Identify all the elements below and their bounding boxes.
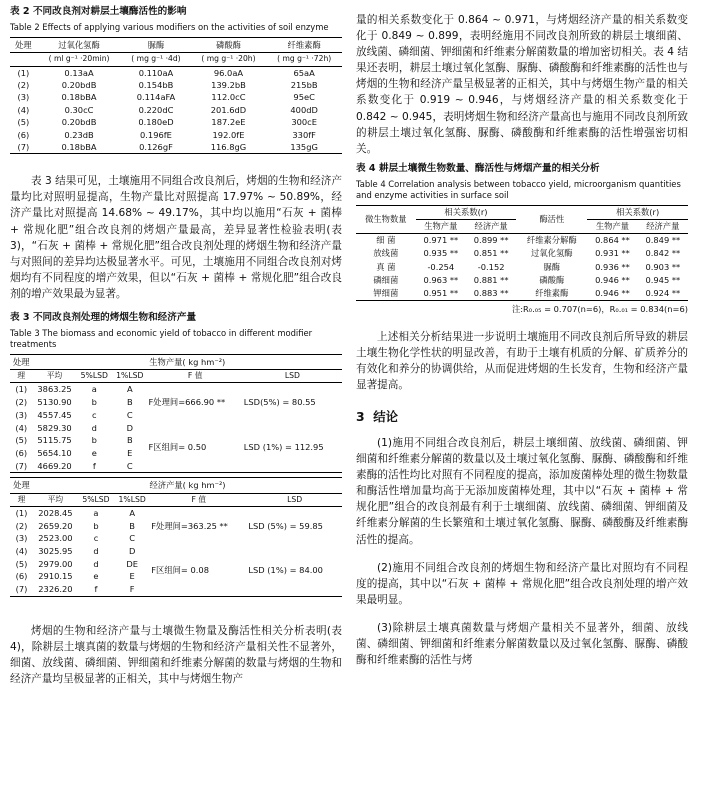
cell: -0.254 — [427, 261, 455, 272]
cell: 0.23dB — [64, 129, 94, 140]
cell: 0.849 ** — [645, 235, 681, 246]
cell: 0.126gF — [139, 141, 173, 152]
th-cellulase: 纤维素酶 — [287, 39, 321, 50]
th-treatment: 处理 — [12, 356, 30, 367]
cell: 300cE — [291, 117, 317, 128]
cell: 磷酸酶 — [539, 274, 565, 285]
cell: (3) — [15, 409, 28, 420]
cell: 细 菌 — [376, 235, 396, 246]
cell: 330fF — [292, 129, 316, 140]
cell: (6) — [15, 447, 28, 458]
th-treatment: 处理 — [15, 39, 32, 50]
cell: C — [129, 533, 136, 544]
cell: C — [126, 460, 133, 471]
cell: f — [94, 584, 98, 595]
cell: (1) — [15, 384, 28, 395]
cell: 95eC — [293, 92, 315, 103]
table4-caption-en: Table 4 Correlation analysis between tobacco yield, microorganism quantities and enzyme activities in surface soil — [356, 178, 681, 200]
cell: (5) — [15, 435, 28, 446]
cell: 2979.00 — [38, 558, 73, 569]
cell: (5) — [17, 117, 30, 128]
th-enzyme-activity: 酶活性 — [539, 214, 565, 225]
cell: 2910.15 — [38, 571, 73, 582]
cell: d — [93, 546, 99, 556]
table-soil-enzyme-activities — [10, 37, 342, 154]
cell: 0.903 ** — [645, 261, 681, 272]
cell: a — [93, 507, 99, 518]
td-unit-treatment — [10, 53, 37, 66]
cell: 135gG — [290, 141, 318, 152]
cell: D — [128, 546, 136, 556]
table-row — [10, 506, 342, 519]
cell: 2326.20 — [38, 584, 73, 595]
cell-lsd-1: LSD(5%) = 80.55 — [243, 397, 316, 408]
th-economic-group: 经济产量( kg hm⁻²) — [149, 480, 226, 491]
cell: f — [92, 460, 96, 471]
cell: D — [126, 422, 133, 433]
cell: 脲酶 — [543, 261, 561, 272]
th-bio-1: 生物产量 — [424, 221, 458, 232]
cell: a — [91, 384, 97, 395]
cell: 5829.30 — [37, 422, 72, 433]
cell-f-value-1: F处理间=363.25 ** — [151, 520, 228, 531]
cell: 0.945 ** — [645, 274, 681, 285]
cell: 0.946 ** — [595, 287, 630, 298]
th-lsd: LSD — [284, 371, 300, 381]
cell: A — [126, 384, 133, 395]
th-lsd1: 1%LSD — [118, 494, 146, 504]
table2-caption-en: Table 2 Effects of applying various modifiers on the activities of soil enzyme — [10, 21, 329, 32]
section-title: 结论 — [373, 408, 399, 424]
th-urease: 脲酶 — [147, 39, 165, 50]
cell: 0.936 ** — [595, 261, 630, 272]
table2-caption-cn: 表 2 不同改良剂对耕层土壤酶活性的影响 — [10, 6, 187, 17]
cell: (4) — [17, 104, 30, 115]
table-row — [10, 104, 342, 116]
cell: E — [129, 571, 135, 582]
cell: 0.971 ** — [423, 235, 459, 246]
table-row — [10, 370, 342, 383]
cell: 4557.45 — [37, 409, 72, 420]
cell: (2) — [15, 520, 28, 531]
th-bio-2: 生物产量 — [595, 221, 630, 232]
paragraph-correlation-intro: 烤烟的生物和经济产量与土壤微生物量及酶活性相关分析表明(表4)，除耕层土壤真菌的数量与烤烟的生物和经济产量相关性不显著外，细菌、放线菌、磷细菌、钾细菌和纤维素分解菌的数量与烤烟的生物和经济产量均呈极显著的正相关，其中与烤烟生物产 — [10, 624, 342, 686]
cell: 0.881 ** — [473, 274, 509, 285]
cell: (3) — [17, 92, 30, 103]
table-row — [10, 66, 342, 79]
cell: E — [127, 447, 133, 458]
cell: 215bB — [290, 80, 318, 91]
table-row — [356, 273, 688, 286]
table-row — [10, 53, 342, 66]
cell: B — [126, 435, 133, 446]
cell: A — [129, 507, 135, 518]
cell: C — [126, 409, 133, 420]
paragraph-yield-results: 表 3 结果可见，土壤施用不同组合改良剂后，烤烟的生物和经济产量均比对照明显提高，生物产量比对照提高 17.97% ~ 50.89%，经济产量比对照提高 14.68% ~ 49.17%，其中均以施用“石灰 + 菌棒 + 常规化肥”组合改良剂的烤烟产量最高，差异显著性检验表明(表3)，“石灰 + 菌棒 + 常规化肥”组合改良剂处理的烤烟生物和经济产量与对照间的差异均达极显著水平。可见，土壤施用不同组合改良剂对烤烟均有不同程度的增产效果，但以“石灰 + 菌棒 + 常规化肥”组合改良剂的增产效果最为显著。 — [10, 175, 342, 300]
cell: 0.931 ** — [595, 248, 630, 259]
conclusion-item-2: (2)施用不同组合改良剂的烤烟生物和经济产量比对照均有不同程度的提高，其中以“石灰 + 菌棒 + 常规化肥”组合改良剂处理的增产效果最明显。 — [356, 561, 688, 606]
cell: 0.18bBA — [61, 141, 97, 152]
cell: e — [91, 447, 97, 458]
cell: 192.0fE — [212, 129, 245, 140]
cell: 0.196fE — [140, 129, 172, 140]
cell: 0.154bB — [138, 80, 174, 91]
cell: B — [126, 397, 133, 408]
cell: 96.0aA — [213, 67, 244, 78]
cell: 4669.20 — [37, 460, 72, 471]
table4-caption-cn: 表 4 耕层土壤微生物数量、酶活性与烤烟产量的相关分析 — [356, 162, 600, 174]
cell-lsd-1: LSD (5%) = 59.85 — [248, 520, 323, 531]
table-row — [10, 354, 342, 369]
cell: c — [93, 533, 99, 544]
cell: 磷细菌 — [373, 274, 399, 285]
right-column — [356, 6, 688, 805]
td-unit-catalase: ( ml g⁻¹ ·20min) — [48, 54, 110, 64]
cell: (5) — [15, 558, 28, 569]
cell-f-value-2: F区组间= 0.50 — [148, 441, 207, 452]
cell: 钾细菌 — [373, 287, 399, 298]
table-row — [356, 247, 688, 260]
left-column — [10, 6, 342, 805]
paragraph-correlation-detail: 量的相关系数变化于 0.864 ~ 0.971，与烤烟经济产量的相关系数变化于 0.849 ~ 0.899，表明经施用不同改良剂所致的耕层土壤细菌、放线菌、磷细菌、钾细菌和纤维素分解菌数量的增加密切相关。表 4 结果还表明，耕层土壤过氧化氢酶、脲酶、磷酸酶和纤维素酶的活性也与烤烟的生物和经济产量呈极显著的正相关，其中与烤烟生物产量的相关系数变化于 0.919 ~ 0.946，与烤烟经济产量的相关系数变化于 0.842 ~ 0.945，表明烤烟生物和经济产量高也与施用不同改良剂所致的耕层土壤过氧化氢酶、脲酶、磷酸酶和纤维素酶的活性增强密切相关。 — [356, 14, 688, 155]
cell: d — [93, 558, 99, 569]
cell: 放线菌 — [373, 248, 399, 259]
cell-f-value-1: F处理间=666.90 ** — [148, 397, 226, 408]
cell: 0.899 ** — [473, 235, 509, 246]
cell-f-value-2: F区组间= 0.08 — [151, 565, 209, 576]
table-row — [356, 260, 688, 273]
cell: 0.963 ** — [423, 274, 459, 285]
td-unit-urease: ( mg g⁻¹ ·4d) — [131, 54, 181, 64]
cell: 0.114aFA — [136, 92, 176, 103]
cell: (1) — [17, 67, 30, 78]
cell: (7) — [17, 141, 30, 152]
th-lsd5: 5%LSD — [80, 371, 108, 381]
cell: (6) — [15, 571, 28, 582]
th-correlation-1: 相关系数(r) — [416, 205, 517, 219]
section-number: 3 — [356, 408, 365, 424]
table-row — [10, 478, 342, 493]
cell: 0.18bBA — [61, 92, 97, 103]
table2-wrapper — [10, 37, 342, 154]
th-correlation-2: 相关系数(r) — [587, 205, 688, 219]
table-biomass-economic-yield — [10, 354, 342, 474]
cell: 112.0cC — [211, 92, 246, 103]
cell-lsd-2: LSD (1%) = 84.00 — [248, 565, 323, 576]
table-row — [10, 116, 342, 128]
cell: (1) — [15, 507, 28, 518]
cell: (4) — [15, 422, 28, 433]
cell: 纤维素酶 — [535, 287, 569, 298]
paragraph-discussion: 上述相关分析结果进一步说明土壤施用不同改良剂后所导致的耕层土壤生物化学性状的明显改善，有助于土壤有机质的分解、矿质养分的有效化和养分的协调供给，从而促进烤烟的生长发育，生物和经济产量显著提高。 — [356, 330, 688, 391]
cell: 0.864 ** — [595, 235, 630, 246]
th-lsd1: 1%LSD — [116, 371, 144, 381]
table-row — [10, 493, 342, 506]
cell: d — [91, 422, 97, 433]
cell: 0.935 ** — [423, 248, 459, 259]
cell: 5130.90 — [37, 397, 72, 408]
cell: 0.220dC — [138, 104, 174, 115]
cell: 0.946 ** — [595, 274, 630, 285]
table4-note: 注:R₀.₀₅ = 0.707(n=6)，R₀.₀₁ = 0.834(n=6) — [511, 303, 688, 314]
table-row — [10, 91, 342, 103]
cell: 0.30cC — [64, 104, 94, 115]
cell: (7) — [15, 460, 28, 471]
table-row — [10, 545, 342, 558]
cell: 真 菌 — [376, 261, 396, 272]
cell: 5115.75 — [37, 435, 72, 446]
cell: 0.20bdB — [61, 117, 97, 128]
cell: b — [93, 520, 99, 531]
cell: 5654.10 — [37, 447, 72, 458]
cell: 187.2eE — [211, 117, 246, 128]
cell: 0.842 ** — [645, 248, 681, 259]
cell: B — [129, 520, 135, 531]
cell: 0.180eD — [138, 117, 174, 128]
th-fvalue: F 值 — [187, 371, 203, 381]
section-heading-conclusion — [356, 407, 688, 425]
cell: b — [91, 435, 97, 446]
cell: 0.110aA — [138, 67, 174, 78]
table-row — [10, 129, 342, 141]
cell: 65aA — [293, 67, 315, 78]
cell: 400dD — [290, 104, 318, 115]
cell: (4) — [15, 546, 28, 556]
table-row — [356, 286, 688, 300]
th-treatment-sub: 理 — [17, 371, 26, 381]
th-microbe-count: 微生物数量 — [365, 214, 407, 225]
th-lsd: LSD — [287, 494, 303, 504]
cell: 0.883 ** — [473, 287, 509, 298]
th-lsd5: 5%LSD — [82, 494, 110, 504]
th-phosphatase: 磷酸酶 — [216, 39, 241, 50]
table-row — [10, 383, 342, 396]
table-row — [10, 421, 342, 434]
cell: (7) — [15, 584, 28, 595]
cell: (3) — [15, 533, 28, 544]
cell: b — [91, 397, 97, 408]
th-eco-2: 经济产量 — [646, 221, 680, 232]
cell: 2659.20 — [38, 520, 73, 531]
conclusion-item-1: (1)施用不同组合改良剂后，耕层土壤细菌、放线菌、磷细菌、钾细菌和纤维素分解菌的数量以及土壤过氧化氢酶、脲酶、磷酸酶和纤维素酶的活性均比对照有不同程度的提高，添加废菌棒处理的微生物数量和酶活性增加量均高于无添加废菌棒处理，其中以“石灰 + 菌棒 + 常规化肥”组合的改良剂最有利于土壤细菌、放线菌、磷细菌、钾细菌及纤维素分解菌的生长繁殖和土壤过氧化氢酶、脲酶、磷酸酶及纤维素酶活性的提高。 — [356, 436, 688, 546]
th-eco-1: 经济产量 — [474, 221, 508, 232]
cell: 3863.25 — [37, 384, 72, 395]
cell: F — [129, 584, 135, 595]
table-row — [10, 141, 342, 154]
table-row — [10, 37, 342, 52]
td-unit-phosphatase: ( mg g⁻¹ ·20h) — [201, 54, 256, 64]
cell: 0.951 ** — [423, 287, 459, 298]
table-correlation-analysis — [356, 205, 688, 301]
table-row — [10, 79, 342, 91]
cell: 3025.95 — [38, 546, 73, 556]
cell: 2523.00 — [38, 533, 73, 544]
cell: 0.851 ** — [473, 248, 509, 259]
th-mean: 平均 — [46, 371, 63, 381]
th-treatment-sub: 理 — [17, 494, 26, 504]
td-unit-cellulase: ( mg g⁻¹ ·72h) — [277, 54, 332, 64]
table-row — [356, 233, 688, 247]
cell: (6) — [17, 129, 30, 140]
table4-wrapper — [356, 205, 688, 315]
cell: 139.2bB — [211, 80, 246, 91]
cell: 0.20bdB — [61, 80, 97, 91]
cell: -0.152 — [477, 261, 505, 272]
table3-caption-cn: 表 3 不同改良剂处理的烤烟生物和经济产量 — [10, 311, 197, 323]
cell: 116.8gG — [210, 141, 247, 152]
table3-wrapper — [10, 354, 342, 597]
th-biomass-group: 生物产量( kg hm⁻²) — [149, 356, 226, 367]
cell: 过氧化氢酶 — [531, 248, 573, 259]
th-mean: 平均 — [47, 494, 64, 504]
cell: (2) — [17, 80, 30, 91]
cell: e — [93, 571, 99, 582]
cell: 0.924 ** — [645, 287, 681, 298]
cell: 201.6dD — [210, 104, 247, 115]
th-fvalue: F 值 — [191, 494, 207, 504]
conclusion-item-3: (3)除耕层土壤真菌数量与烤烟产量相关不显著外，细菌、放线菌、磷细菌、钾细菌和纤维素分解菌数量以及过氧化氢酶、脲酶、磷酸酶和纤维素酶的活性与烤 — [356, 621, 688, 667]
cell: 0.13aA — [64, 67, 94, 78]
cell: 纤维素分解酶 — [526, 235, 577, 246]
cell: (2) — [15, 397, 28, 408]
cell: DE — [126, 558, 138, 569]
cell-lsd-2: LSD (1%) = 112.95 — [243, 441, 324, 452]
table3-caption-en: Table 3 The biomass and economic yield of tobacco in different modifier treatments — [10, 327, 313, 349]
table-row — [356, 205, 688, 219]
th-treatment: 处理 — [13, 480, 30, 491]
cell: 2028.45 — [38, 507, 73, 518]
cell: c — [92, 409, 97, 420]
table-economic-yield — [10, 477, 342, 597]
th-catalase: 过氧化氢酶 — [58, 39, 100, 50]
